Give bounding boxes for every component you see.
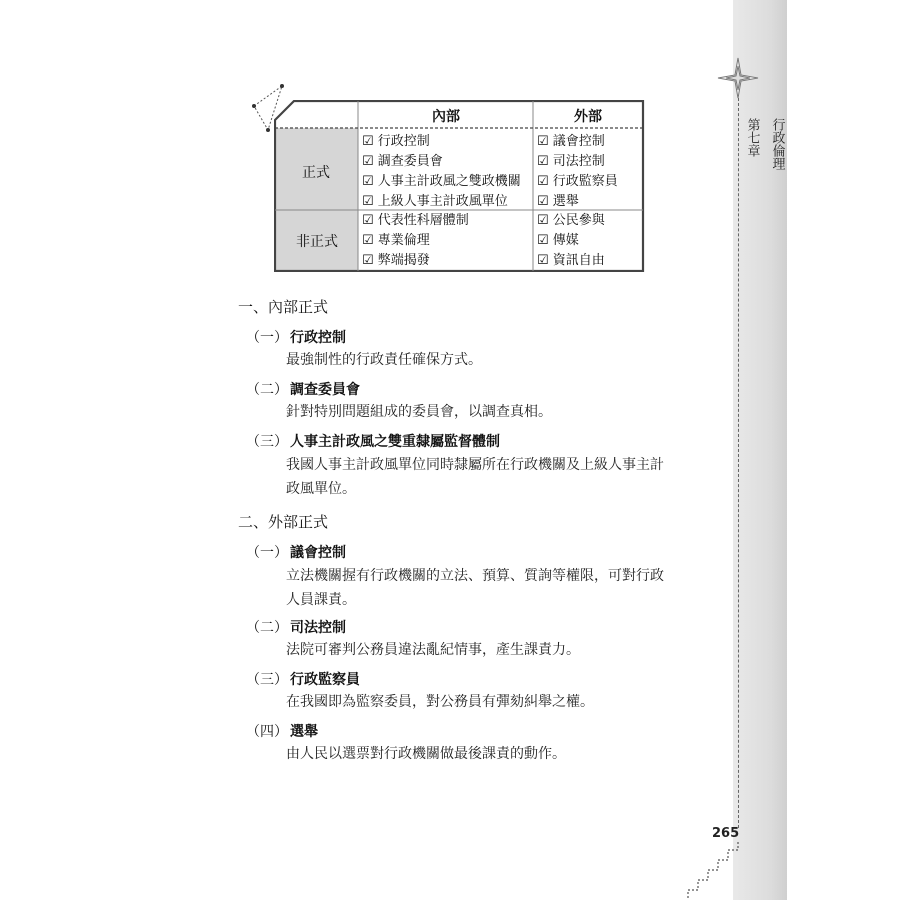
compass-star-icon (716, 56, 760, 100)
header-external: 外部 (574, 109, 602, 125)
subsection-heading (246, 379, 360, 399)
list-item: ☑ 調查委員會 (362, 154, 443, 169)
staircase-decoration (684, 840, 740, 900)
subsection-heading (246, 327, 346, 347)
subsection-title: 司法控制 (290, 620, 346, 636)
list-item: ☑ 人事主計政風之雙政機關 (362, 174, 521, 189)
list-item: ☑ 傳媒 (537, 233, 579, 248)
list-item: ☑ 公民參與 (537, 213, 605, 228)
subsection-prefix: （四） (246, 724, 288, 740)
triangle-decoration (252, 84, 302, 134)
paragraph-line: 由人民以選票對行政機關做最後課責的動作。 (286, 746, 566, 762)
subsection-title: 行政監察員 (290, 672, 360, 688)
paragraph (286, 564, 696, 612)
paragraph-line: 人員課責。 (286, 592, 356, 608)
cell-formal-external (537, 132, 618, 212)
subsection-title: 調查委員會 (290, 382, 360, 398)
section-heading: 二、外部正式 (238, 513, 329, 531)
paragraph (286, 742, 696, 766)
paragraph-line: 針對特別問題組成的委員會，以調查真相。 (286, 404, 552, 420)
paragraph (286, 400, 696, 424)
subsection-title: 人事主計政風之雙重隸屬監督體制 (290, 434, 500, 450)
subsection-prefix: （三） (246, 434, 288, 450)
subsection-heading (246, 542, 346, 562)
subsection-heading (246, 721, 318, 741)
list-item: ☑ 代表性科層體制 (362, 213, 469, 228)
chapter-number-text: 第七章 (744, 118, 760, 157)
section-heading: 一、內部正式 (238, 298, 329, 316)
paragraph (286, 638, 696, 662)
list-item: ☑ 行政監察員 (537, 174, 618, 189)
list-item: ☑ 上級人事主計政風單位 (362, 194, 508, 209)
subsection-title: 行政控制 (290, 330, 346, 346)
sidebar-dotted-line (738, 88, 739, 828)
subsection-heading (246, 431, 500, 451)
subsection-prefix: （一） (246, 330, 288, 346)
paragraph (286, 348, 696, 372)
list-item: ☑ 專業倫理 (362, 233, 430, 248)
cell-informal-external (537, 211, 605, 271)
accountability-table (274, 100, 645, 272)
list-item: ☑ 選舉 (537, 194, 579, 209)
paragraph (286, 453, 696, 501)
paragraph-line: 我國人事主計政風單位同時隸屬所在行政機關及上級人事主計 (286, 457, 664, 473)
subsection-heading (246, 669, 360, 689)
list-item: ☑ 行政控制 (362, 134, 430, 149)
paragraph-line: 立法機關握有行政機關的立法、預算、質詢等權限，可對行政 (286, 568, 664, 584)
subsection-prefix: （二） (246, 382, 288, 398)
chapter-title (765, 118, 789, 175)
list-item: ☑ 弊端揭發 (362, 253, 430, 268)
header-internal: 內部 (432, 109, 460, 125)
paragraph (286, 690, 696, 714)
subsection-heading (246, 617, 346, 637)
cell-formal-internal (362, 132, 521, 212)
list-item: ☑ 資訊自由 (537, 253, 605, 268)
subsection-prefix: （二） (246, 620, 288, 636)
subsection-title: 選舉 (290, 724, 318, 740)
page-number: 265 (712, 826, 740, 841)
subsection-title: 議會控制 (290, 545, 346, 561)
cell-informal-internal (362, 211, 469, 271)
row-label-informal: 非正式 (296, 234, 338, 250)
chapter-title-text: 行政倫理 (769, 118, 785, 170)
list-item: ☑ 司法控制 (537, 154, 605, 169)
list-item: ☑ 議會控制 (537, 134, 605, 149)
subsection-prefix: （三） (246, 672, 288, 688)
subsection-prefix: （一） (246, 545, 288, 561)
paragraph-line: 在我國即為監察委員，對公務員有彈劾糾舉之權。 (286, 694, 594, 710)
row-label-formal: 正式 (302, 165, 330, 181)
paragraph-line: 最強制性的行政責任確保方式。 (286, 352, 482, 368)
paragraph-line: 政風單位。 (286, 481, 356, 497)
chapter-number (740, 118, 764, 162)
paragraph-line: 法院可審判公務員違法亂紀情事，產生課責力。 (286, 642, 580, 658)
